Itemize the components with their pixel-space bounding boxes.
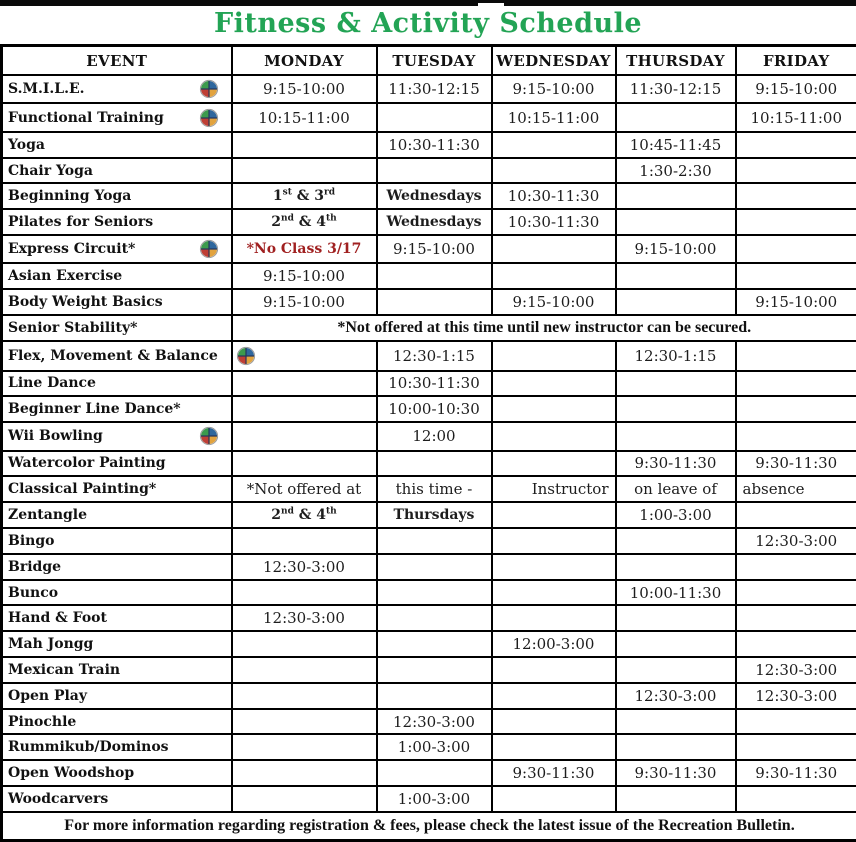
schedule-cell-thursday [616, 734, 736, 760]
event-name: Rummikub/Dominos [8, 739, 169, 756]
event-name: Mah Jongg [8, 636, 94, 653]
event-name-cell [2, 760, 232, 786]
schedule-cell-friday [736, 657, 856, 683]
schedule-cell-monday [232, 396, 377, 422]
schedule-cell-monday [232, 158, 377, 184]
cell-text: *No Class 3/17 [246, 241, 362, 258]
schedule-cell-wednesday [492, 132, 616, 158]
schedule-cell-friday [736, 502, 856, 528]
event-name-cell [2, 683, 232, 709]
schedule-cell-friday [736, 75, 856, 103]
schedule-cell-thursday [616, 451, 736, 477]
cell-text: 12:30-3:00 [755, 686, 838, 705]
header-row [2, 46, 856, 76]
cell-text: 9:15-10:00 [512, 80, 595, 99]
event-name: Bridge [8, 558, 62, 575]
schedule-cell-tuesday [377, 786, 492, 812]
cell-text: 12:30-3:00 [263, 557, 345, 576]
schedule-cell-friday [736, 631, 856, 657]
event-name-cell [2, 734, 232, 760]
cell-text: 12:00-3:00 [512, 635, 595, 654]
scan-artifact-bar [0, 0, 856, 6]
cell-text: 10:15-11:00 [507, 108, 600, 127]
schedule-cell-wednesday [492, 605, 616, 631]
schedule-cell-monday [232, 760, 377, 786]
schedule-row [2, 341, 856, 371]
cell-text: 10:45-11:45 [629, 135, 722, 154]
cell-text: 10:00-10:30 [388, 400, 480, 419]
schedule-cell-tuesday [377, 451, 492, 477]
schedule-cell-tuesday [377, 341, 492, 371]
schedule-cell-thursday [616, 554, 736, 580]
schedule-cell-wednesday [492, 528, 616, 554]
schedule-cell-tuesday [377, 657, 492, 683]
footer-row [2, 812, 856, 841]
schedule-cell-thursday [616, 371, 736, 397]
schedule-cell-wednesday [492, 476, 616, 502]
cell-text: 9:15-10:00 [634, 240, 717, 259]
schedule-cell-thursday [616, 528, 736, 554]
schedule-row [2, 263, 856, 289]
event-name: Open Play [8, 687, 87, 704]
schedule-cell-friday [736, 183, 856, 209]
schedule-cell-thursday [616, 341, 736, 371]
schedule-cell-wednesday [492, 75, 616, 103]
schedule-cell-monday [232, 631, 377, 657]
event-name-cell [2, 289, 232, 315]
schedule-cell-tuesday [377, 605, 492, 631]
schedule-row [2, 371, 856, 397]
schedule-cell-monday [232, 103, 377, 131]
schedule-cell-thursday [616, 422, 736, 450]
schedule-cell-monday [232, 580, 377, 606]
schedule-row [2, 528, 856, 554]
event-name: Line Dance [8, 375, 96, 392]
schedule-cell-tuesday [377, 183, 492, 209]
event-name-cell [2, 341, 232, 371]
schedule-cell-tuesday [377, 103, 492, 131]
cell-text: *Not offered at [246, 480, 362, 499]
schedule-cell-friday [736, 103, 856, 131]
schedule-cell-thursday [616, 209, 736, 235]
cell-text: absence [742, 480, 805, 499]
schedule-cell-wednesday [492, 396, 616, 422]
schedule-row [2, 315, 856, 341]
event-name-cell [2, 315, 232, 341]
schedule-table [0, 44, 856, 842]
event-name-cell [2, 451, 232, 477]
schedule-cell-friday [736, 341, 856, 371]
schedule-cell-tuesday [377, 528, 492, 554]
cell-text: Wednesdays [386, 188, 482, 205]
schedule-cell-friday [736, 422, 856, 450]
schedule-row [2, 183, 856, 209]
footer-note: For more information regarding registration & fees, please check the latest issue of the Recreation Bulletin. [2, 812, 856, 841]
event-name-cell [2, 631, 232, 657]
schedule-cell-thursday [616, 183, 736, 209]
schedule-cell-monday [232, 709, 377, 735]
schedule-cell-thursday [616, 132, 736, 158]
column-header-thursday: THURSDAY [616, 46, 736, 76]
schedule-cell-thursday [616, 502, 736, 528]
event-name: Bingo [8, 532, 55, 549]
schedule-cell-monday [232, 657, 377, 683]
schedule-cell-friday [736, 528, 856, 554]
schedule-cell-friday [736, 760, 856, 786]
schedule-cell-friday [736, 158, 856, 184]
event-name: Beginner Line Dance* [8, 401, 181, 418]
event-name-cell [2, 476, 232, 502]
schedule-cell-monday [232, 235, 377, 263]
column-header-wednesday: WEDNESDAY [492, 46, 616, 76]
schedule-cell-wednesday [492, 683, 616, 709]
event-name: Wii Bowling [8, 428, 103, 445]
schedule-row [2, 75, 856, 103]
cell-text: Instructor [531, 480, 609, 499]
schedule-cell-tuesday [377, 554, 492, 580]
schedule-cell-monday [232, 734, 377, 760]
schedule-cell-thursday [616, 476, 736, 502]
event-name: Zentangle [8, 507, 88, 524]
schedule-row [2, 657, 856, 683]
column-header-event: EVENT [2, 46, 232, 76]
cell-text: 12:30-3:00 [755, 660, 838, 679]
cell-text: 12:30-3:00 [634, 686, 717, 705]
cell-text: 9:15-10:00 [512, 293, 595, 312]
schedule-row [2, 476, 856, 502]
schedule-cell-thursday [616, 75, 736, 103]
schedule-cell-wednesday [492, 657, 616, 683]
schedule-cell-wednesday [492, 158, 616, 184]
schedule-cell-monday [232, 132, 377, 158]
schedule-cell-wednesday [492, 502, 616, 528]
schedule-cell-wednesday [492, 371, 616, 397]
schedule-row [2, 631, 856, 657]
cell-text: 11:30-12:15 [629, 80, 722, 99]
cell-text: 12:30-3:00 [755, 531, 838, 550]
schedule-cell-tuesday [377, 709, 492, 735]
event-name: Functional Training [8, 109, 164, 126]
schedule-cell-thursday [616, 605, 736, 631]
column-header-friday: FRIDAY [736, 46, 856, 76]
event-name: Beginning Yoga [8, 188, 132, 205]
event-name: Bunco [8, 584, 59, 601]
schedule-cell-friday [736, 371, 856, 397]
event-name: Body Weight Basics [8, 294, 163, 311]
event-name-cell [2, 103, 232, 131]
schedule-cell-tuesday [377, 371, 492, 397]
cell-text: 10:30-11:30 [388, 374, 480, 393]
schedule-row [2, 554, 856, 580]
event-name: S.M.I.L.E. [8, 81, 85, 98]
schedule-cell-wednesday [492, 451, 616, 477]
cell-text: 9:15-10:00 [263, 293, 345, 312]
schedule-cell-monday: 2nd & 4th [232, 502, 377, 528]
cell-text: 9:15-10:00 [393, 240, 475, 259]
event-name-cell [2, 605, 232, 631]
schedule-row [2, 451, 856, 477]
event-name-cell [2, 709, 232, 735]
cell-text: this time - [395, 480, 473, 499]
schedule-cell-thursday [616, 580, 736, 606]
note-span-cell: *Not offered at this time until new instructor can be secured. [232, 315, 856, 341]
schedule-row [2, 734, 856, 760]
schedule-row [2, 235, 856, 263]
schedule-cell-tuesday [377, 683, 492, 709]
event-name: Classical Painting* [8, 481, 157, 498]
schedule-cell-monday [232, 476, 377, 502]
event-name: Hand & Foot [8, 610, 107, 627]
schedule-row [2, 103, 856, 131]
cell-text: 1:00-3:00 [397, 790, 471, 809]
cell-text: 9:15-10:00 [755, 80, 838, 99]
schedule-cell-friday [736, 263, 856, 289]
activity-ball-icon [199, 239, 219, 259]
schedule-cell-wednesday [492, 734, 616, 760]
schedule-row [2, 422, 856, 450]
schedule-row [2, 760, 856, 786]
activity-ball-icon [199, 79, 219, 99]
schedule-cell-tuesday [377, 422, 492, 450]
schedule-cell-friday [736, 396, 856, 422]
schedule-cell-thursday [616, 760, 736, 786]
schedule-cell-tuesday [377, 209, 492, 235]
schedule-cell-wednesday [492, 341, 616, 371]
event-name-cell [2, 657, 232, 683]
cell-text: 12:30-1:15 [634, 346, 717, 365]
schedule-cell-thursday [616, 396, 736, 422]
schedule-cell-wednesday [492, 631, 616, 657]
schedule-cell-tuesday [377, 580, 492, 606]
cell-text: 9:15-10:00 [263, 80, 345, 99]
schedule-cell-tuesday [377, 396, 492, 422]
event-name: Asian Exercise [8, 268, 123, 285]
schedule-row [2, 683, 856, 709]
schedule-cell-monday [232, 371, 377, 397]
schedule-row [2, 209, 856, 235]
cell-text: 11:30-12:15 [388, 80, 480, 99]
schedule-cell-thursday [616, 103, 736, 131]
activity-ball-icon [236, 346, 256, 366]
event-name-cell [2, 263, 232, 289]
schedule-row [2, 502, 856, 528]
cell-text: 1:30-2:30 [639, 161, 712, 180]
schedule-cell-monday [232, 263, 377, 289]
schedule-cell-friday [736, 580, 856, 606]
cell-text: 9:15-10:00 [263, 267, 345, 286]
schedule-row [2, 786, 856, 812]
cell-text: 12:30-1:15 [393, 346, 475, 365]
cell-text: 10:15-11:00 [750, 108, 843, 127]
event-name-cell [2, 396, 232, 422]
event-name-cell [2, 580, 232, 606]
schedule-cell-friday [736, 235, 856, 263]
schedule-row [2, 132, 856, 158]
schedule-cell-monday [232, 289, 377, 315]
column-header-monday: MONDAY [232, 46, 377, 76]
schedule-cell-tuesday [377, 289, 492, 315]
schedule-row [2, 289, 856, 315]
cell-text: 12:30-3:00 [263, 609, 345, 628]
schedule-cell-thursday [616, 158, 736, 184]
schedule-cell-thursday [616, 235, 736, 263]
cell-text: Wednesdays [386, 214, 482, 231]
schedule-cell-tuesday [377, 760, 492, 786]
schedule-cell-wednesday [492, 786, 616, 812]
schedule-cell-monday [232, 75, 377, 103]
event-name-cell [2, 209, 232, 235]
page-title: Fitness & Activity Schedule [213, 8, 643, 39]
schedule-cell-wednesday [492, 760, 616, 786]
column-header-tuesday: TUESDAY [377, 46, 492, 76]
schedule-cell-tuesday [377, 631, 492, 657]
event-name: Yoga [8, 136, 45, 153]
cell-text: Thursdays [393, 507, 475, 524]
cell-text: 1:00-3:00 [397, 738, 471, 757]
event-name: Pilates for Seniors [8, 214, 154, 231]
schedule-cell-wednesday [492, 235, 616, 263]
event-name-cell [2, 183, 232, 209]
event-name-cell [2, 158, 232, 184]
schedule-cell-wednesday [492, 289, 616, 315]
schedule-row [2, 396, 856, 422]
schedule-cell-friday [736, 605, 856, 631]
schedule-cell-tuesday [377, 132, 492, 158]
event-name: Chair Yoga [8, 162, 93, 179]
schedule-cell-monday [232, 341, 377, 371]
schedule-row [2, 158, 856, 184]
cell-text: on leave of [634, 480, 717, 499]
schedule-cell-monday [232, 422, 377, 450]
event-name: Open Woodshop [8, 765, 135, 782]
schedule-row [2, 709, 856, 735]
event-name-cell [2, 132, 232, 158]
schedule-cell-friday [736, 554, 856, 580]
cell-text: 9:15-10:00 [755, 293, 838, 312]
cell-text: 9:30-11:30 [755, 454, 838, 473]
event-name: Senior Stability* [8, 319, 138, 336]
schedule-cell-wednesday [492, 183, 616, 209]
schedule-cell-thursday [616, 631, 736, 657]
cell-text: 1:00-3:00 [639, 506, 712, 525]
schedule-row [2, 605, 856, 631]
schedule-cell-tuesday [377, 502, 492, 528]
event-name: Flex, Movement & Balance [8, 347, 218, 364]
cell-text: 10:00-11:30 [629, 583, 722, 602]
event-name: Mexican Train [8, 661, 121, 678]
event-name: Watercolor Painting [8, 455, 166, 472]
activity-ball-icon [199, 426, 219, 446]
activity-ball-icon [199, 108, 219, 128]
cell-text: 9:30-11:30 [512, 764, 595, 783]
schedule-cell-tuesday [377, 263, 492, 289]
schedule-cell-tuesday [377, 734, 492, 760]
schedule-cell-monday: 1st & 3rd [232, 183, 377, 209]
schedule-row [2, 580, 856, 606]
schedule-cell-monday [232, 451, 377, 477]
event-name-cell [2, 75, 232, 103]
schedule-cell-wednesday [492, 209, 616, 235]
cell-text: 10:30-11:30 [507, 213, 600, 232]
schedule-cell-thursday [616, 657, 736, 683]
schedule-cell-monday: 2nd & 4th [232, 209, 377, 235]
cell-text: 10:15-11:00 [258, 108, 350, 127]
schedule-cell-friday [736, 289, 856, 315]
cell-text: 12:30-3:00 [393, 712, 475, 731]
schedule-cell-thursday [616, 289, 736, 315]
event-name-cell [2, 554, 232, 580]
schedule-cell-monday [232, 786, 377, 812]
schedule-cell-friday [736, 132, 856, 158]
cell-text: 9:30-11:30 [634, 454, 717, 473]
schedule-cell-thursday [616, 786, 736, 812]
cell-text: 10:30-11:30 [507, 187, 600, 206]
schedule-cell-tuesday [377, 235, 492, 263]
schedule-cell-tuesday [377, 75, 492, 103]
event-name: Pinochle [8, 713, 77, 730]
schedule-cell-wednesday [492, 263, 616, 289]
schedule-cell-monday [232, 683, 377, 709]
cell-text: 10:30-11:30 [388, 135, 480, 154]
schedule-cell-wednesday [492, 554, 616, 580]
schedule-cell-friday [736, 786, 856, 812]
schedule-cell-friday [736, 476, 856, 502]
schedule-cell-monday [232, 554, 377, 580]
schedule-cell-thursday [616, 263, 736, 289]
event-name-cell [2, 371, 232, 397]
event-name-cell [2, 422, 232, 450]
schedule-cell-wednesday [492, 580, 616, 606]
event-name: Woodcarvers [8, 791, 109, 808]
event-name-cell [2, 502, 232, 528]
schedule-cell-friday [736, 683, 856, 709]
schedule-cell-friday [736, 451, 856, 477]
schedule-cell-tuesday [377, 476, 492, 502]
schedule-cell-wednesday [492, 103, 616, 131]
schedule-cell-monday [232, 528, 377, 554]
schedule-cell-wednesday [492, 709, 616, 735]
cell-text: 9:30-11:30 [755, 764, 838, 783]
cell-text: 9:30-11:30 [634, 764, 717, 783]
schedule-cell-tuesday [377, 158, 492, 184]
schedule-cell-friday [736, 209, 856, 235]
schedule-cell-thursday [616, 709, 736, 735]
cell-text: 12:00 [412, 427, 456, 446]
schedule-cell-friday [736, 709, 856, 735]
schedule-cell-monday [232, 605, 377, 631]
schedule-cell-wednesday [492, 422, 616, 450]
schedule-cell-thursday [616, 683, 736, 709]
event-name: Express Circuit* [8, 241, 136, 258]
event-name-cell [2, 528, 232, 554]
event-name-cell [2, 786, 232, 812]
event-name-cell [2, 235, 232, 263]
schedule-cell-friday [736, 734, 856, 760]
